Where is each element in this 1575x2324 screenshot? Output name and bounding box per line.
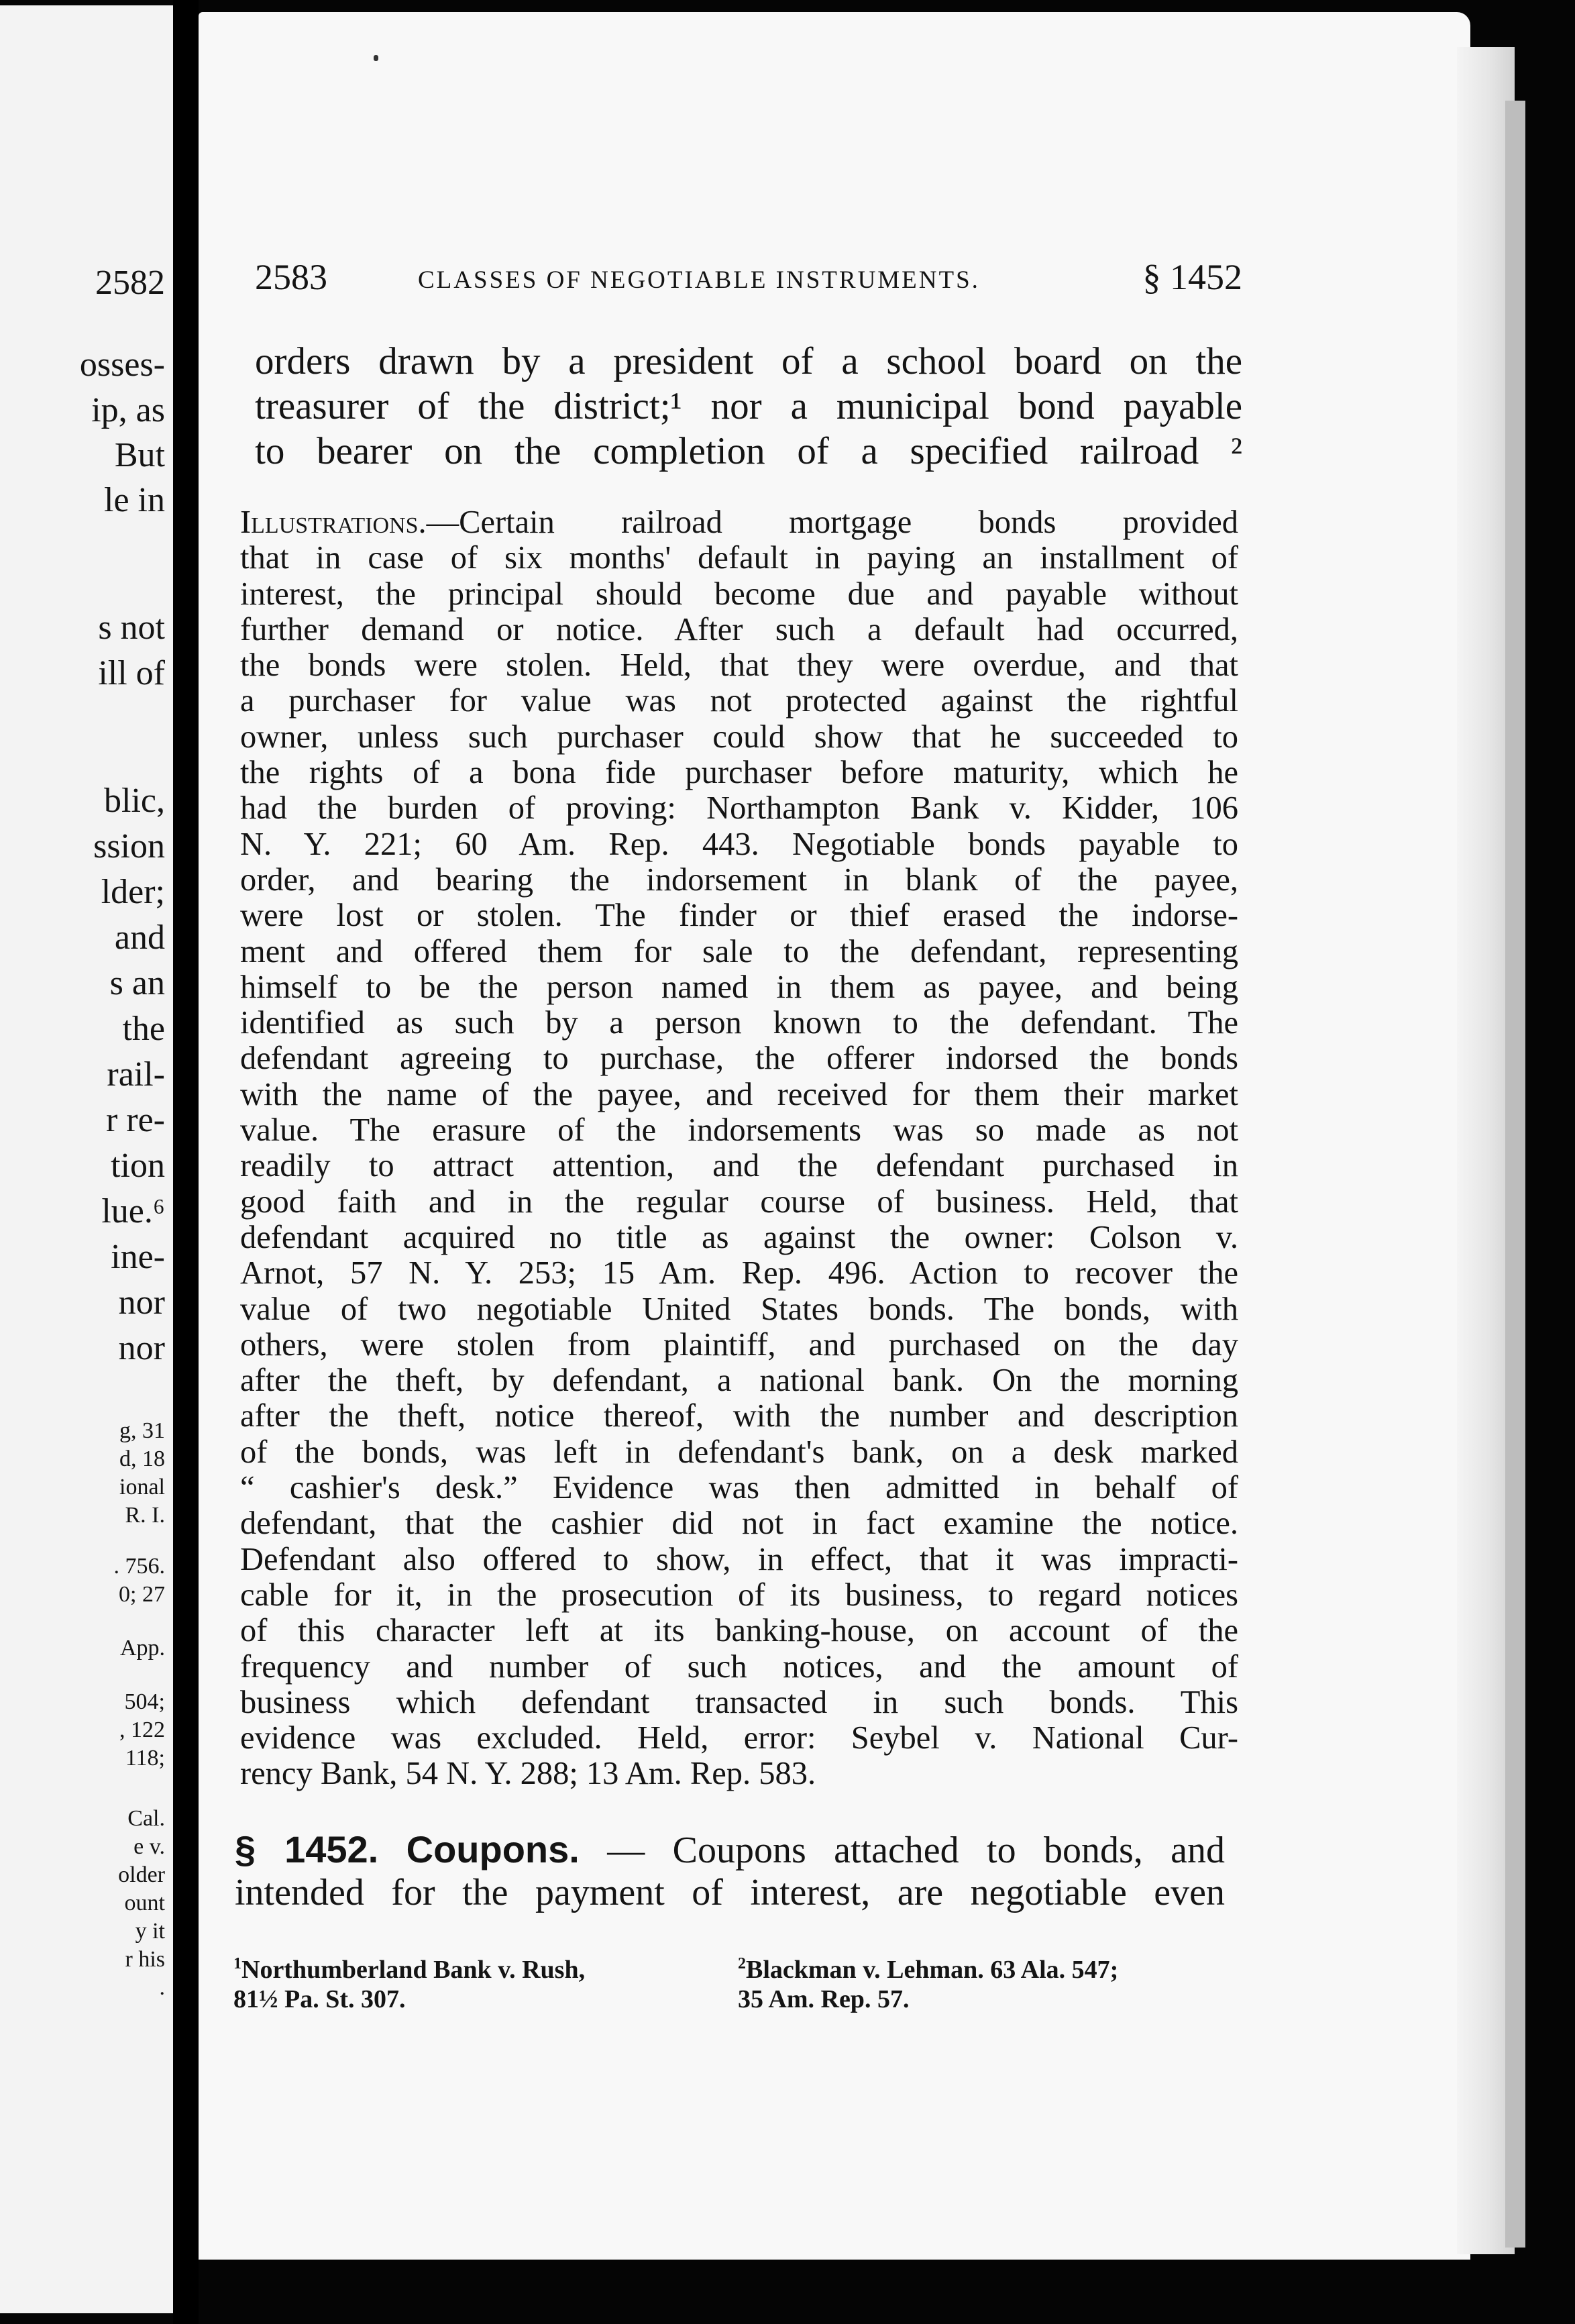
footnote-text: Northumberland Bank v. Rush, [241,1956,586,1984]
footnote-line: 81½ Pa. St. 307. [233,1985,406,2013]
left-page-number: 2582 [95,264,165,302]
left-footnote-line: r his [125,1947,165,1972]
footnote-text: Blackman v. Lehman. 63 Ala. 547; [746,1956,1119,1984]
lead-paragraph [255,339,1242,474]
text-line: owner, unless such purchaser could show that he succeeded to [240,719,1238,755]
running-header [255,256,1242,303]
left-footnote-line: y it [135,1919,165,1944]
text-line: business which defendant transacted in such bonds. This [240,1684,1238,1720]
left-footnote-line: ional [119,1475,165,1499]
left-text-line: ssion [93,827,165,865]
section-1452 [235,1828,1225,1915]
left-text-line: But [114,436,165,474]
left-text-line: the [122,1010,165,1048]
left-text-line: ill of [98,654,165,692]
left-text-line: tion [111,1147,165,1185]
text-line: value of two negotiable United States bonds. The bonds, with [240,1291,1238,1327]
text-line: intended for the payment of interest, are negotiable even [235,1872,1225,1913]
text-line: had the burden of proving: Northampton Bank v. Kidder, 106 [240,790,1238,827]
left-text-line: osses- [79,346,165,384]
left-text-line: lder; [101,873,165,911]
left-text-line: and [114,918,165,957]
left-footnote-line: 504; [124,1689,165,1714]
text-line: after the theft, by defendant, a national bank. On the morning [240,1363,1238,1399]
text-line: “ cashier's desk.” Evidence was then admitted in behalf of [240,1470,1238,1506]
text-line: identified as such by a person known to the defendant. The [240,1005,1238,1041]
left-page-text [0,5,165,2313]
text-line: that in case of six months' default in paying an installment of [240,540,1238,576]
left-footnote-line: older [118,1862,165,1887]
text-line: of the bonds, was left in defendant's bank, on a desk marked [240,1434,1238,1470]
left-text-line: nor [118,1283,165,1322]
page-number: 2583 [255,257,327,297]
text-line: of this character left at its banking-house, on account of the [240,1613,1238,1649]
left-text-line: nor [118,1329,165,1367]
left-footnote-line: . [159,1975,165,2000]
text-line: Arnot, 57 N. Y. 253; 15 Am. Rep. 496. Action to recover the [240,1255,1238,1291]
left-text-line: le in [104,481,165,519]
left-footnote-line: App. [119,1636,165,1660]
header-section-number: § 1452 [1142,257,1242,297]
text-line: order, and bearing the indorsement in blank of the payee, [240,861,1238,898]
text-line: value. The erasure of the indorsements was so made as not [240,1112,1238,1149]
left-text-line: lue.⁶ [101,1192,165,1230]
left-footnote-line: e v. [133,1834,165,1859]
footnote-line [233,1949,585,1985]
footnote-1 [233,1949,585,2014]
left-text-line: ine- [111,1238,165,1276]
text-line: defendant, that the cashier did not in fact examine the notice. [240,1506,1238,1542]
text-line: with the name of the payee, and received for them their market [240,1076,1238,1112]
left-text-line: rail- [107,1055,165,1094]
page-edge-shadow [1505,101,1525,2248]
left-footnote-line: d, 18 [119,1446,165,1471]
left-text-line: ip, as [91,391,165,429]
text-line: good faith and in the regular course of business. Held, that [240,1183,1238,1220]
left-text-line: r re- [105,1101,165,1139]
text-line: ment and offered them for sale to the defendant, representing [240,933,1238,969]
text-line: evidence was excluded. Held, error: Seybel v. National Cur- [240,1720,1238,1756]
text-line: treasurer of the district;¹ nor a municipal bond payable [255,385,1242,427]
illustrations-label: Illustrations. [240,505,427,540]
text-line: N. Y. 221; 60 Am. Rep. 443. Negotiable bonds payable to [240,826,1238,862]
text-line: the rights of a bona fide purchaser before maturity, which he [240,755,1238,791]
text-line: others, were stolen from plaintiff, and purchased on the day [240,1326,1238,1363]
text-line: were lost or stolen. The finder or thief erased the indorse- [240,898,1238,934]
text-line: after the theft, notice thereof, with the number and description [240,1398,1238,1434]
left-footnote-line: . 756. [113,1554,165,1579]
footnote-mark: 2 [738,1955,746,1972]
footnote-mark: 1 [233,1955,241,1972]
left-footnote-line: 0; 27 [119,1582,165,1607]
left-text-line: s an [109,964,165,1002]
book-gutter [173,0,199,2324]
left-footnote-line: 118; [125,1746,165,1771]
left-footnote-line: , 122 [119,1718,165,1742]
section-number: § 1452. [235,1828,379,1870]
section-heading-line [235,1828,1225,1871]
section-text: — Coupons attached to bonds, and [607,1830,1226,1871]
footnote-line [738,1949,1118,1985]
text-line-rest: —Certain railroad mortgage bonds provided [426,505,1238,540]
text-line: defendant agreeing to purchase, the offerer indorsed the bonds [240,1041,1238,1077]
text-line: readily to attract attention, and the defendant purchased in [240,1148,1238,1184]
section-title: Coupons. [406,1828,580,1870]
left-footnote-line: g, 31 [119,1418,165,1443]
text-line: to bearer on the completion of a specified railroad ² [255,430,1242,472]
text-line: rency Bank, 54 N. Y. 288; 13 Am. Rep. 583. [240,1756,816,1792]
text-line: cable for it, in the prosecution of its business, to regard notices [240,1577,1238,1613]
text-line [240,505,1238,540]
footnote-line: 35 Am. Rep. 57. [738,1985,910,2013]
left-page-fragment [0,5,173,2313]
text-line: Defendant also offered to show, in effect, that it was impracti- [240,1541,1238,1577]
text-line: interest, the principal should become due and payable without [240,576,1238,612]
left-text-line: s not [98,609,165,647]
running-head-title: CLASSES OF NEGOTIABLE INSTRUMENTS. [418,266,980,294]
page-speck [374,55,378,61]
text-line: frequency and number of such notices, and the amount of [240,1648,1238,1685]
text-line: further demand or notice. After such a default had occurred, [240,611,1238,647]
left-text-line: blic, [104,782,165,820]
left-footnote-line: R. I. [125,1503,165,1528]
text-line: a purchaser for value was not protected against the rightful [240,683,1238,719]
text-line: defendant acquired no title as against the owner: Colson v. [240,1219,1238,1255]
footnote-2 [738,1949,1118,2014]
left-footnote-line: Cal. [127,1806,165,1831]
left-footnote-line: ount [124,1891,165,1915]
illustrations-paragraph [240,505,1238,1792]
text-line: the bonds were stolen. Held, that they were overdue, and that [240,647,1238,684]
text-line: himself to be the person named in them as payee, and being [240,969,1238,1005]
text-line: orders drawn by a president of a school board on the [255,340,1242,382]
